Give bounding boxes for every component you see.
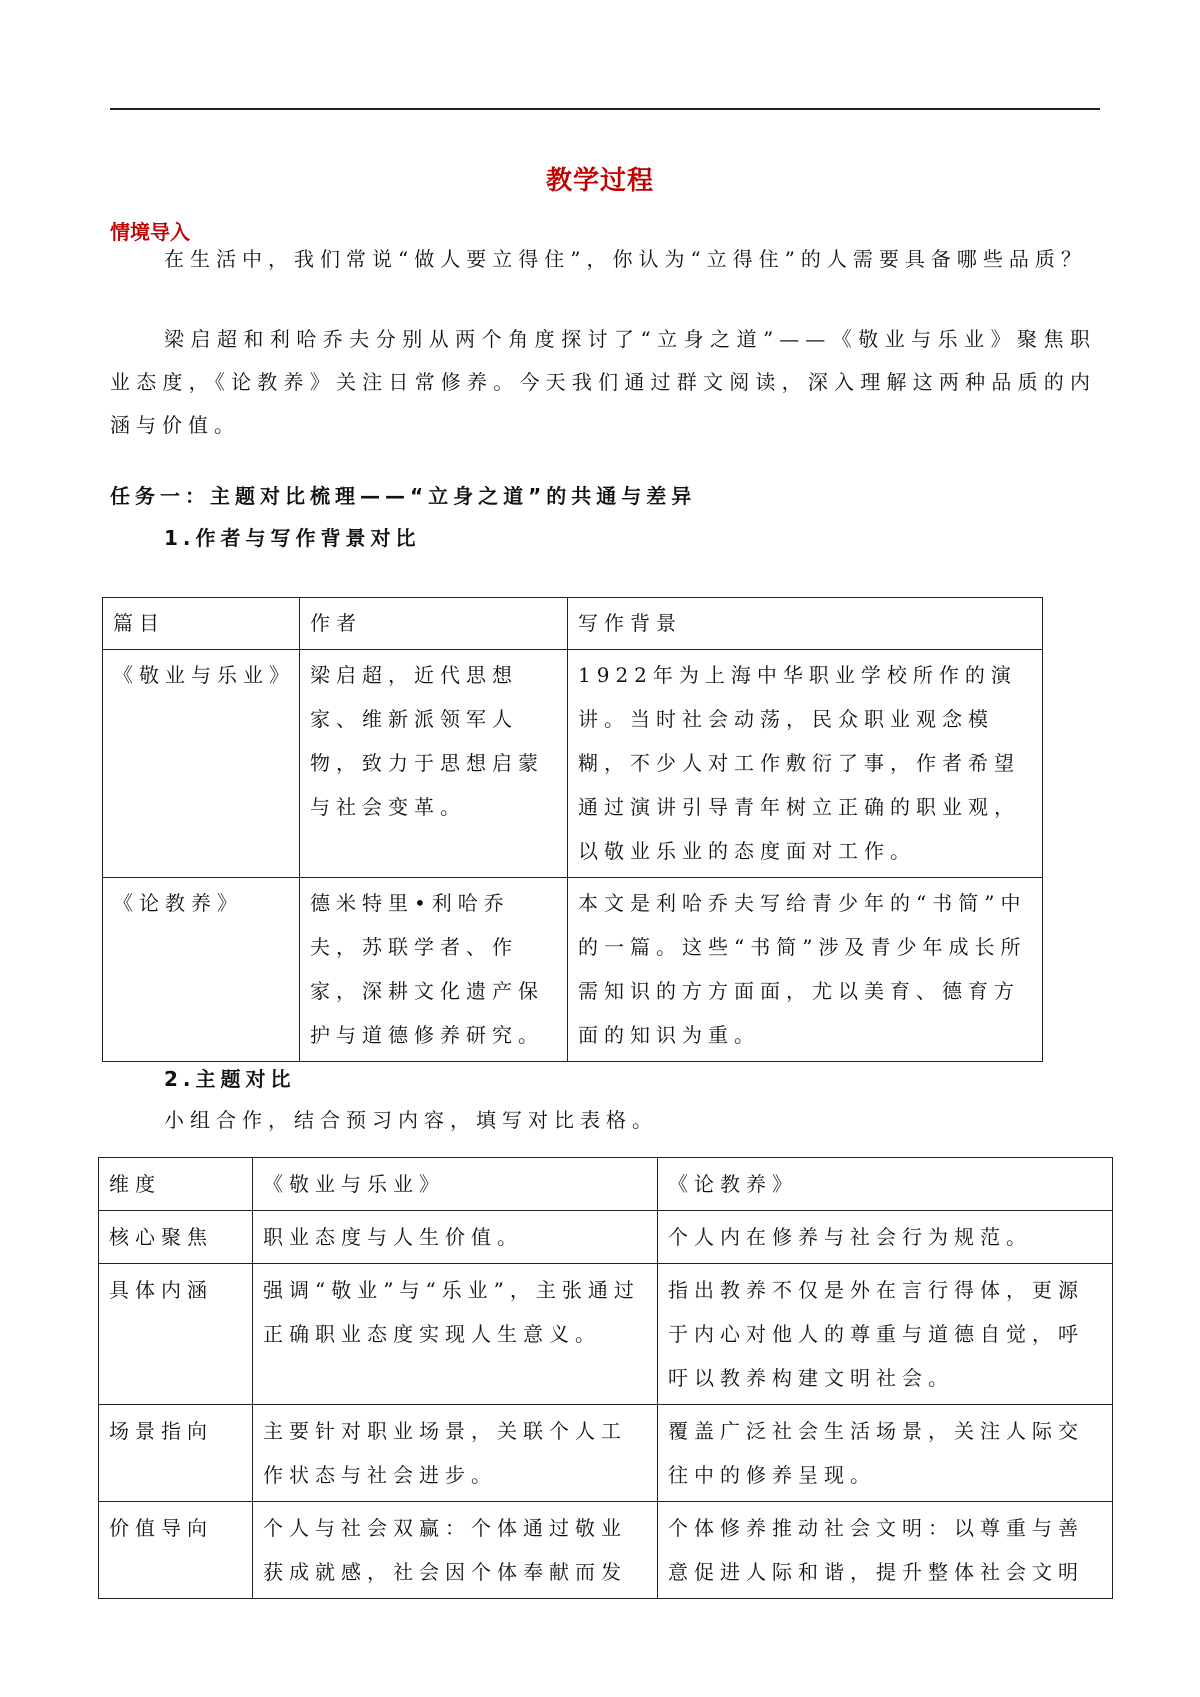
table-header-cell: 写作背景	[568, 598, 1043, 650]
table-cell: 个人内在修养与社会行为规范。	[658, 1211, 1113, 1264]
table-cell: 本文是利哈乔夫写给青少年的“书简”中的一篇。这些“书简”涉及青少年成长所需知识的方方面面，尤以美育、德育方面的知识为重。	[568, 878, 1043, 1062]
section-heading-intro: 情境导入	[110, 220, 190, 244]
table-row	[99, 1502, 1113, 1599]
intro-paragraph-1: 在生活中，我们常说“做人要立得住”，你认为“立得住”的人需要具备哪些品质？	[164, 247, 1087, 271]
table-header-row	[99, 1158, 1113, 1211]
table-header-cell: 篇目	[103, 598, 300, 650]
table-cell: 指出教养不仅是外在言行得体，更源于内心对他人的尊重与道德自觉，呼吁以教养构建文明社会。	[658, 1264, 1113, 1405]
table-cell: 1922年为上海中华职业学校所作的演讲。当时社会动荡，民众职业观念模糊，不少人对工作敷衍了事，作者希望通过演讲引导青年树立正确的职业观，以敬业乐业的态度面对工作。	[568, 650, 1043, 878]
table-row	[99, 1405, 1113, 1502]
table-cell: 具体内涵	[99, 1264, 253, 1405]
table-row	[103, 878, 1043, 1062]
table-cell: 覆盖广泛社会生活场景，关注人际交往中的修养呈现。	[658, 1405, 1113, 1502]
table-cell: 价值导向	[99, 1502, 253, 1599]
table-cell: 《敬业与乐业》	[103, 650, 300, 878]
task1-heading: 任务一：主题对比梳理——“立身之道”的共通与差异	[110, 484, 697, 508]
table-cell: 核心聚焦	[99, 1211, 253, 1264]
table-cell: 德米特里•利哈乔夫，苏联学者、作家，深耕文化遗产保护与道德修养研究。	[300, 878, 568, 1062]
header-rule	[110, 108, 1100, 110]
table-header-cell: 《敬业与乐业》	[253, 1158, 658, 1211]
author-background-table	[102, 597, 1043, 1062]
table-cell: 个人与社会双赢：个体通过敬业获成就感，社会因个体奉献而发	[253, 1502, 658, 1599]
task1-subheading-2: 2.主题对比	[164, 1067, 296, 1091]
intro-paragraph-2: 梁启超和利哈乔夫分别从两个角度探讨了“立身之道”——《敬业与乐业》聚焦职业态度，《论教养》关注日常修养。今天我们通过群文阅读，深入理解这两种品质的内涵与价值。	[110, 327, 1096, 437]
table-row	[99, 1264, 1113, 1405]
table-cell: 场景指向	[99, 1405, 253, 1502]
table-header-cell: 《论教养》	[658, 1158, 1113, 1211]
table-cell: 强调“敬业”与“乐业”，主张通过正确职业态度实现人生意义。	[253, 1264, 658, 1405]
table-cell: 《论教养》	[103, 878, 300, 1062]
table-header-cell: 维度	[99, 1158, 253, 1211]
table-cell: 个体修养推动社会文明：以尊重与善意促进人际和谐，提升整体社会文明	[658, 1502, 1113, 1599]
task1-subheading-1: 1.作者与写作背景对比	[164, 526, 421, 550]
table-row	[99, 1211, 1113, 1264]
table-header-row	[103, 598, 1043, 650]
page-title: 教学过程	[545, 166, 654, 196]
task1-instruction: 小组合作，结合预习内容，填写对比表格。	[164, 1108, 658, 1132]
table-cell: 主要针对职业场景，关联个人工作状态与社会进步。	[253, 1405, 658, 1502]
table-cell: 职业态度与人生价值。	[253, 1211, 658, 1264]
table-cell: 梁启超，近代思想家、维新派领军人物，致力于思想启蒙与社会变革。	[300, 650, 568, 878]
table-row	[103, 650, 1043, 878]
table-header-cell: 作者	[300, 598, 568, 650]
theme-comparison-table	[98, 1157, 1113, 1599]
